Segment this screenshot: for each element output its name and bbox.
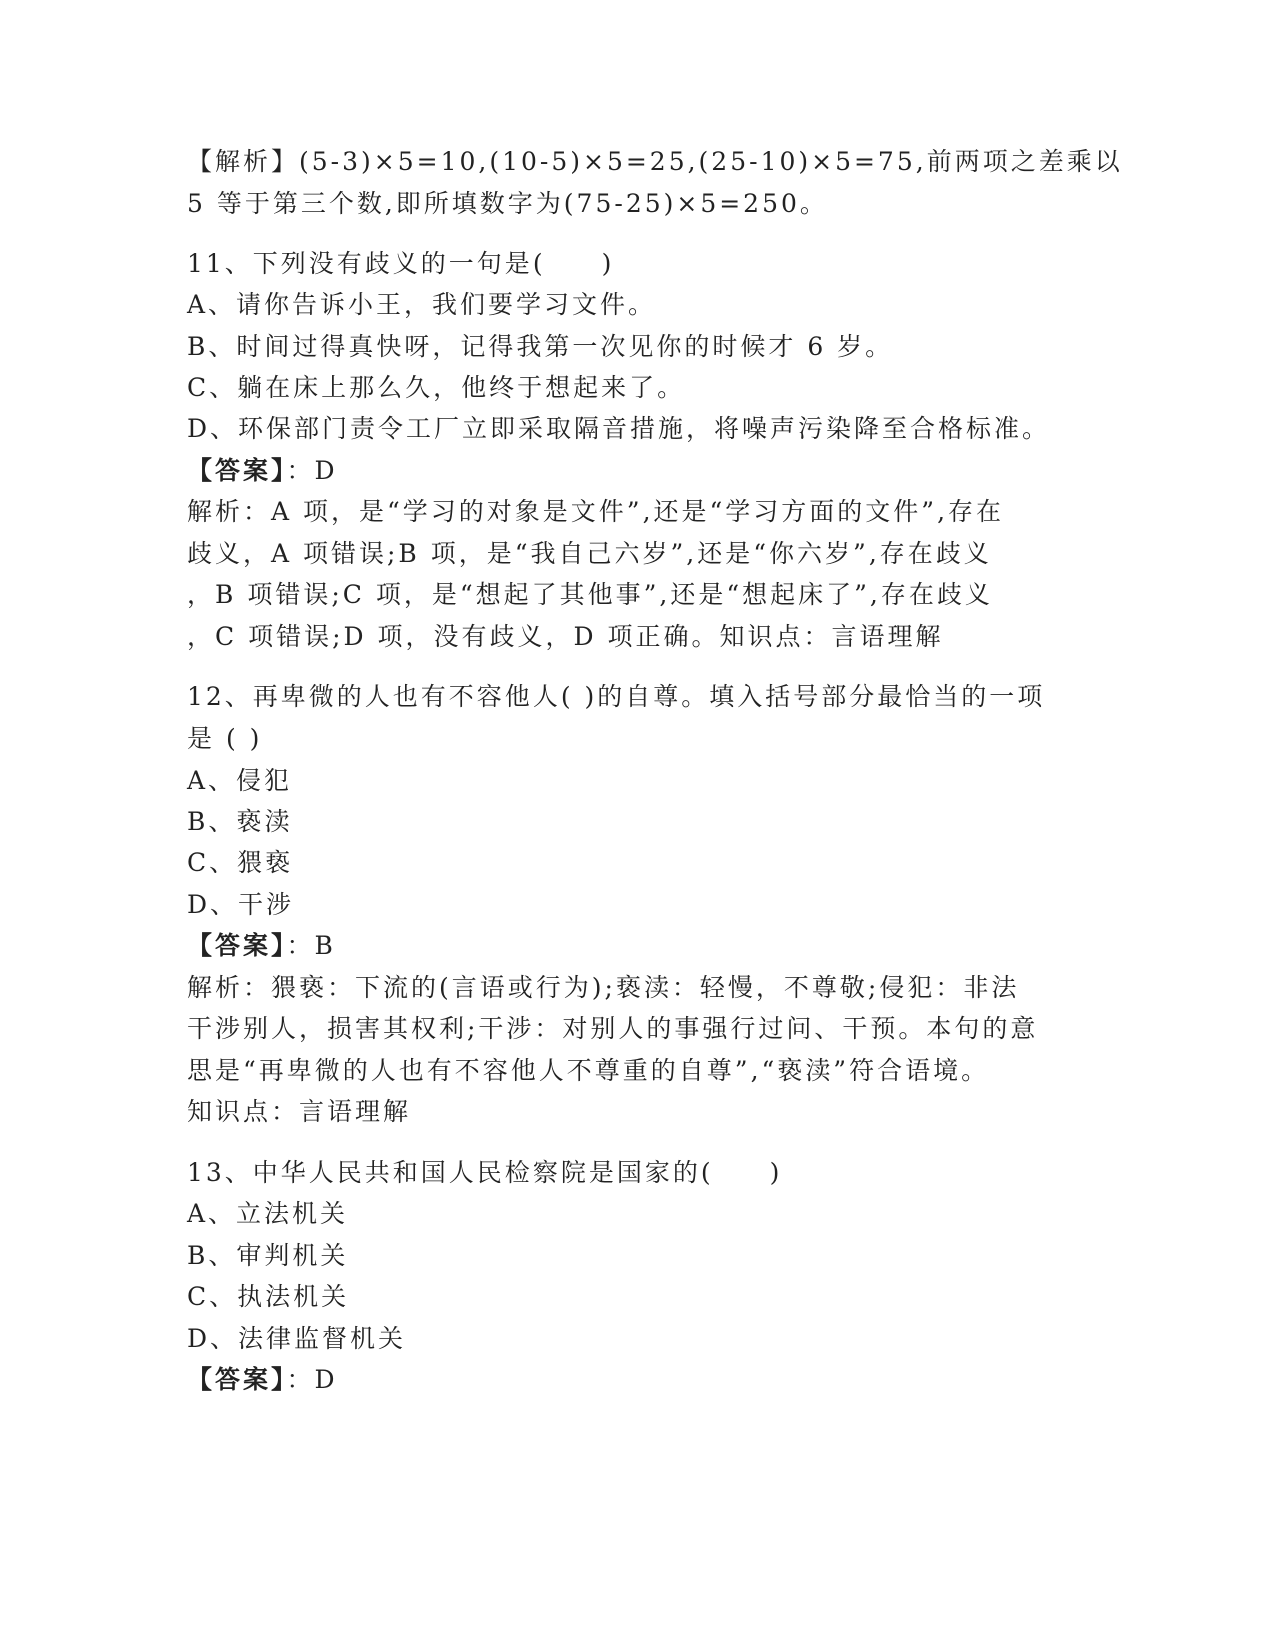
q12-analysis-line-4: 知识点：言语理解 [187, 1097, 412, 1126]
intro-analysis-line-1: 【解析】(5-3)×5=10,(10-5)×5=25,(25-10)×5=75,前两项之差乘以 [187, 147, 1123, 176]
q13-option-c: C、执法机关 [187, 1282, 350, 1311]
q13-option-a: A、立法机关 [187, 1199, 349, 1228]
q11-stem: 11、下列没有歧义的一句是( ) [187, 249, 615, 278]
q12-stem-line-2: 是 ( ) [187, 724, 263, 753]
q11-analysis-line-2: 歧义，A 项错误;B 项，是“我自己六岁”,还是“你六岁”,存在歧义 [187, 539, 992, 568]
q12-answer-label: 【答案】 [187, 931, 287, 960]
q12-option-d: D、干涉 [187, 890, 295, 919]
q12-stem-line-1: 12、再卑微的人也有不容他人( )的自尊。填入括号部分最恰当的一项 [187, 682, 1046, 711]
q12-option-b: B、亵渎 [187, 807, 293, 836]
q11-answer-label: 【答案】 [187, 456, 287, 485]
q12-answer-value: ：B [286, 931, 336, 960]
q11-analysis-line-3: ，B 项错误;C 项，是“想起了其他事”,还是“想起床了”,存在歧义 [187, 580, 993, 609]
q12-analysis-line-1: 解析：猥亵：下流的(言语或行为);亵渎：轻慢，不尊敬;侵犯：非法 [187, 973, 1020, 1002]
q12-answer [187, 929, 336, 963]
q11-analysis-line-4: ，C 项错误;D 项，没有歧义，D 项正确。知识点：言语理解 [187, 622, 944, 651]
q12-option-a: A、侵犯 [187, 766, 293, 795]
q11-option-d: D、环保部门责令工厂立即采取隔音措施，将噪声污染降至合格标准。 [187, 414, 1051, 443]
q13-stem: 13、中华人民共和国人民检察院是国家的( ) [187, 1158, 783, 1187]
q12-option-c: C、猥亵 [187, 848, 294, 877]
q11-option-b: B、时间过得真快呀，记得我第一次见你的时候才 6 岁。 [187, 332, 894, 361]
q13-answer-label: 【答案】 [187, 1365, 287, 1394]
q13-answer-value: ：D [286, 1365, 338, 1394]
q13-option-b: B、审判机关 [187, 1241, 349, 1270]
q12-analysis-line-3: 思是“再卑微的人也有不容他人不尊重的自尊”,“亵渎”符合语境。 [187, 1056, 990, 1085]
intro-analysis-line-2: 5 等于第三个数,即所填数字为(75-25)×5=250。 [187, 189, 828, 218]
q13-option-d: D、法律监督机关 [187, 1324, 407, 1353]
q11-option-c: C、躺在床上那么久，他终于想起来了。 [187, 373, 686, 402]
q13-answer [187, 1363, 338, 1397]
q11-answer [187, 454, 338, 488]
q11-option-a: A、请你告诉小王，我们要学习文件。 [187, 290, 657, 319]
q12-analysis-line-2: 干涉别人，损害其权利;干涉：对别人的事强行过问、干预。本句的意 [187, 1014, 1039, 1043]
q11-analysis-line-1: 解析：A 项，是“学习的对象是文件”,还是“学习方面的文件”,存在 [187, 497, 1005, 526]
q11-answer-value: ：D [286, 456, 338, 485]
